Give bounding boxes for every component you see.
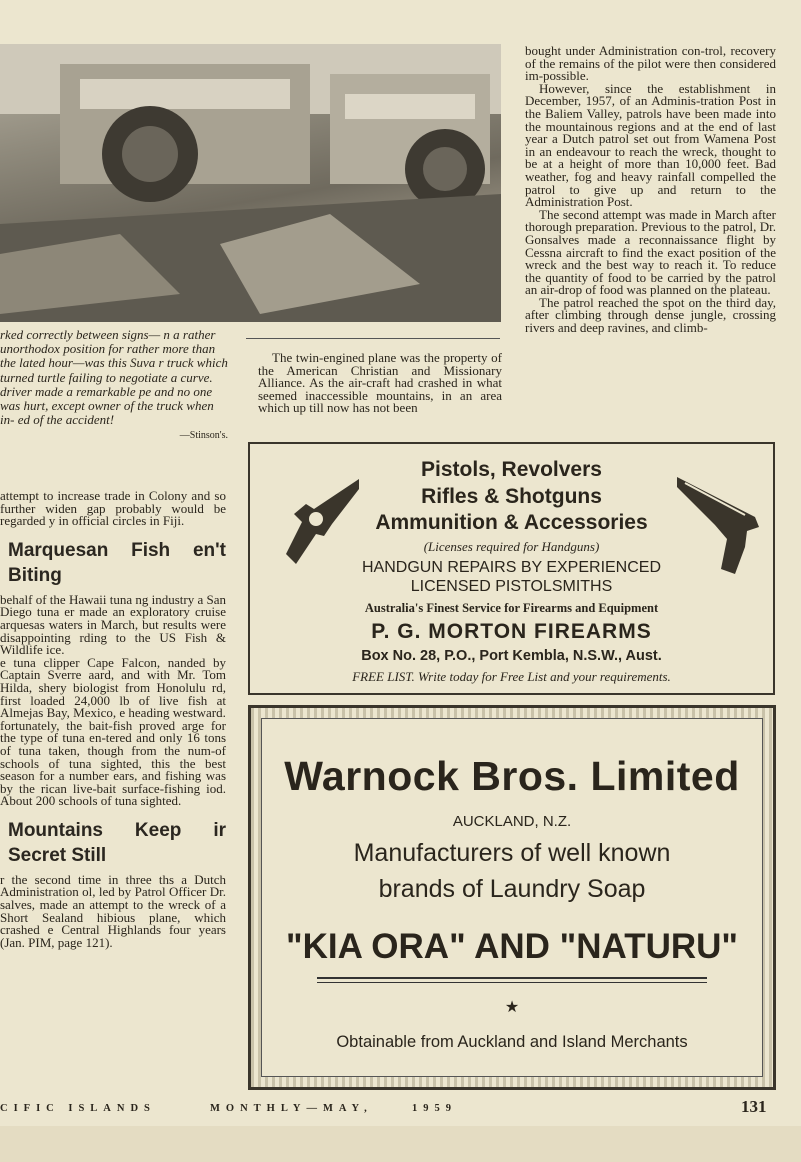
right-paragraph-3: The second attempt was made in March after thorough preparation. Previous to the patrol, Dr. Gonsalves made a reconnaissance flight by Cessna aircraft to find the exact position of the wreck and the best way to reach it. To reduce the quantity of food to be carried by the patrol an air-drop of food was planned on the plateau. bbox=[525, 206, 776, 298]
footer-month: MONTHLY—MAY, bbox=[210, 1103, 373, 1114]
ad-line-rifles: Rifles & Shotguns bbox=[421, 485, 602, 508]
caption-text: rked correctly between signs— n a rather unorthodox position for rather more than the lated hour—was this Suva r truck which turned turtle failing to negotiate a curve. driver made a remarkable pe and no one was hurt, except owner of the truck when in- ed of the accident! bbox=[0, 327, 228, 428]
page-number: 131 bbox=[741, 1097, 767, 1116]
warnock-city: AUCKLAND, N.Z. bbox=[452, 813, 572, 830]
ad-line-licenses: (Licenses required for Handguns) bbox=[423, 539, 600, 554]
ad-address: Box No. 28, P.O., Port Kembla, N.S.W., Aust. bbox=[361, 648, 662, 664]
article-left-column bbox=[0, 490, 226, 949]
ad-line-pistolsmiths: LICENSED PISTOLSMITHS bbox=[410, 578, 613, 595]
warnock-footer: Obtainable from Auckland and Island Merchants bbox=[336, 1033, 688, 1051]
star-icon: ★ bbox=[504, 999, 520, 1016]
headline-marquesan-fish: Marquesan Fish en't Biting bbox=[8, 539, 226, 586]
warnock-line-2: brands of Laundry Soap bbox=[378, 875, 646, 903]
warnock-ad-inner bbox=[261, 718, 763, 1077]
left-paragraph-5: r the second time in three ths a Dutch Administration ol, led by Patrol Officer Dr. salves, made an attempt to the wreck of a Short Sealand hibious plane, which crashed e Central Highlands four years (Jan. PIM, page 121). bbox=[0, 871, 226, 950]
middle-paragraph: The twin-engined plane was the property of the American Christian and Missionary Alliance. As the air-craft had crashed in what seemed inaccessible mountains, in an area which up till now has not been bbox=[258, 350, 502, 416]
divider bbox=[246, 338, 500, 339]
photo-credit: —Stinson's. bbox=[179, 430, 228, 442]
ad-line-pistols: Pistols, Revolvers bbox=[421, 458, 602, 481]
right-paragraph-1: bought under Administration con-trol, recovery of the remains of the pilot were then considered im-possible. bbox=[525, 43, 776, 84]
firearms-advertisement bbox=[248, 442, 775, 695]
headline-mountains: Mountains Keep ir Secret Still bbox=[8, 819, 226, 866]
warnock-advertisement bbox=[248, 705, 776, 1090]
page-footer bbox=[0, 1103, 801, 1125]
warnock-rule bbox=[317, 977, 707, 983]
article-right-column bbox=[525, 45, 776, 335]
truck-photo bbox=[0, 44, 501, 322]
footer-year: 1959 bbox=[412, 1103, 457, 1114]
footer-publication: CIFIC ISLANDS bbox=[0, 1103, 156, 1114]
ad-free-list: FREE LIST. Write today for Free List and your requirements. bbox=[352, 669, 671, 684]
ad-line-service: Australia's Finest Service for Firearms and Equipment bbox=[364, 601, 659, 615]
ad-company-name: P. G. MORTON FIREARMS bbox=[371, 620, 652, 643]
warnock-brands: "KIA ORA" AND "NATURU" bbox=[286, 927, 738, 966]
warnock-line-1: Manufacturers of well known bbox=[353, 839, 671, 867]
right-paragraph-2: However, since the establishment in December, 1957, of an Adminis-tration Post in the Baliem Valley, patrols have been made into the mountainous regions and at the end of last year a Dutch patrol set out from Wamena Post in an endeavour to reach the wreck, thought to be at a height of more than 10,000 feet. Bad weather, fog and heavy rainfall compelled the patrol to give up and return to the Administration Post. bbox=[525, 80, 776, 210]
right-paragraph-4: The patrol reached the spot on the third day, after climbing through dense jungle, crossing rivers and deep ravines, and climb- bbox=[525, 294, 776, 336]
left-paragraph-3: e tuna clipper Cape Falcon, nanded by Captain Sverre aard, and with Mr. Tom Hilda, shery biologist from Honolulu rd, first loaded 24,000 lb of live fish at Almejas Bay, Mexico, e heading westward. bbox=[0, 654, 226, 721]
warnock-company-name: Warnock Bros. Limited bbox=[284, 753, 740, 799]
photo-caption bbox=[0, 328, 228, 444]
page-bottom-margin bbox=[0, 1126, 801, 1162]
left-paragraph-4: fortunately, the bait-fish proved arge for the type of tuna en-tered and only 16 tons of tuna taken, though from the num-of schools of tuna sighted, this the best season for a number ears, and fishing was by the rican live-bait surface-fishing iod. About 200 schools of tuna sighted. bbox=[0, 717, 226, 809]
left-paragraph-2: behalf of the Hawaii tuna ng industry a San Diego tuna er made an exploratory cruise arquesas waters in March, but results were disappointing rding to the US Fish & Wildlife ice. bbox=[0, 591, 226, 658]
ad-line-repairs: HANDGUN REPAIRS BY EXPERIENCED bbox=[361, 559, 662, 576]
article-middle-column bbox=[258, 352, 502, 415]
left-paragraph-1: attempt to increase trade in Colony and so further widen gap probably would be regarded y in official circles in Fiji. bbox=[0, 488, 226, 529]
ad-line-ammunition: Ammunition & Accessories bbox=[375, 511, 648, 534]
